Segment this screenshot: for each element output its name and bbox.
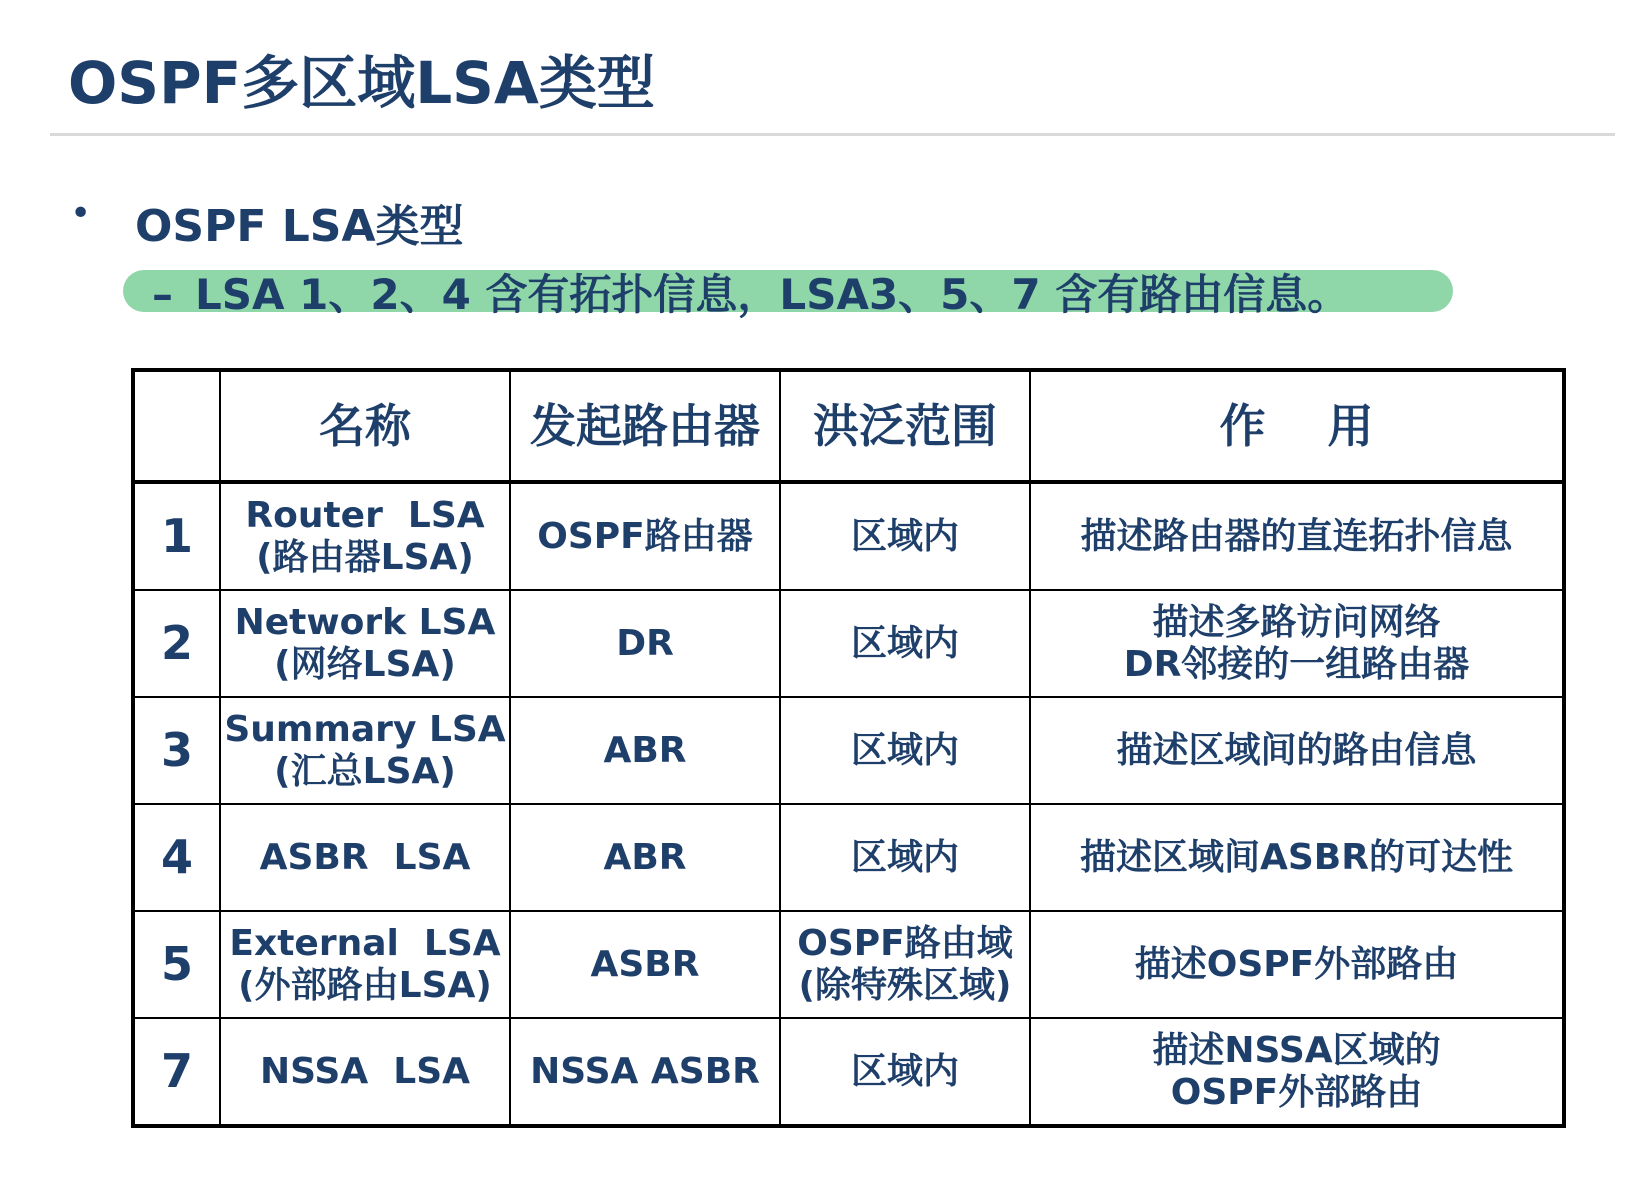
lsa-table — [131, 368, 1566, 1128]
cell-name-line: External LSA — [229, 923, 501, 965]
cell-name-line: Network LSA — [234, 602, 496, 644]
cell-name-line: (汇总LSA) — [274, 750, 456, 792]
cell-name-line: NSSA LSA — [259, 1050, 471, 1092]
cell-name-line: ASBR LSA — [259, 836, 471, 878]
cell-function — [1030, 911, 1564, 1018]
header-scope: 洪泛范围 — [780, 370, 1030, 482]
cell-scope-line: 区域内 — [850, 1050, 959, 1092]
header-function: 作 用 — [1030, 370, 1564, 482]
header-name: 名称 — [220, 370, 510, 482]
cell-function-line: DR邻接的一组路由器 — [1123, 643, 1470, 685]
cell-function-line: 描述区域间的路由信息 — [1116, 729, 1477, 771]
cell-scope-line: 区域内 — [850, 836, 959, 878]
cell-originator — [510, 482, 780, 590]
cell-originator — [510, 911, 780, 1018]
cell-name-line: Summary LSA — [224, 709, 506, 751]
cell-originator — [510, 590, 780, 697]
cell-originator-line: NSSA ASBR — [530, 1050, 760, 1092]
cell-number: 2 — [133, 590, 220, 697]
cell-name — [220, 482, 510, 590]
cell-name — [220, 590, 510, 697]
cell-scope — [780, 697, 1030, 804]
table-header-row — [133, 370, 1564, 482]
cell-scope — [780, 482, 1030, 590]
cell-function-line: 描述区域间ASBR的可达性 — [1080, 836, 1513, 878]
cell-name-line: (路由器LSA) — [256, 536, 474, 578]
cell-scope — [780, 590, 1030, 697]
cell-name — [220, 697, 510, 804]
cell-name — [220, 1018, 510, 1126]
cell-scope — [780, 911, 1030, 1018]
cell-number: 4 — [133, 804, 220, 911]
title-divider — [50, 133, 1615, 136]
cell-originator-line: ABR — [603, 836, 687, 878]
cell-function — [1030, 590, 1564, 697]
sub-bullet-text: LSA 1、2、4 含有拓扑信息，LSA3、5、7 含有路由信息。 — [195, 270, 1350, 319]
cell-function-line: 描述NSSA区域的 — [1152, 1030, 1441, 1072]
cell-originator-line: ABR — [603, 729, 687, 771]
cell-function — [1030, 697, 1564, 804]
cell-scope-line: 区域内 — [850, 729, 959, 771]
cell-name — [220, 804, 510, 911]
table-row — [133, 482, 1564, 590]
cell-scope-line: (除特殊区域) — [798, 964, 1012, 1006]
cell-name-line: (网络LSA) — [274, 643, 456, 685]
cell-scope — [780, 804, 1030, 911]
header-number — [133, 370, 220, 482]
cell-function — [1030, 804, 1564, 911]
cell-number: 3 — [133, 697, 220, 804]
table-row — [133, 1018, 1564, 1126]
header-originator: 发起路由器 — [510, 370, 780, 482]
table-row — [133, 911, 1564, 1018]
cell-scope-line: 区域内 — [850, 515, 959, 557]
cell-function-line: 描述路由器的直连拓扑信息 — [1080, 515, 1513, 557]
cell-originator-line: DR — [616, 622, 674, 664]
cell-originator-line: ASBR — [590, 943, 700, 985]
cell-originator-line: OSPF路由器 — [537, 515, 753, 557]
bullet-dot-icon: • — [70, 193, 92, 234]
cell-name-line: Router LSA — [245, 495, 485, 537]
cell-number: 1 — [133, 482, 220, 590]
sub-bullet — [152, 262, 1349, 322]
cell-originator — [510, 804, 780, 911]
cell-function — [1030, 482, 1564, 590]
cell-function — [1030, 1018, 1564, 1126]
bullet-heading: OSPF LSA类型 — [135, 201, 464, 252]
cell-scope-line: OSPF路由域 — [797, 923, 1013, 965]
cell-scope — [780, 1018, 1030, 1126]
cell-number: 5 — [133, 911, 220, 1018]
cell-name — [220, 911, 510, 1018]
cell-function-line: OSPF外部路由 — [1170, 1071, 1423, 1113]
cell-scope-line: 区域内 — [850, 622, 959, 664]
cell-originator — [510, 697, 780, 804]
table-row — [133, 697, 1564, 804]
cell-number: 7 — [133, 1018, 220, 1126]
sub-bullet-dash: – — [152, 270, 173, 319]
cell-name-line: (外部路由LSA) — [238, 964, 492, 1006]
page-title: OSPF多区域LSA类型 — [68, 49, 655, 117]
cell-function-line: 描述OSPF外部路由 — [1134, 943, 1459, 985]
cell-function-line: 描述多路访问网络 — [1152, 602, 1441, 644]
cell-originator — [510, 1018, 780, 1126]
table-row — [133, 590, 1564, 697]
table-row — [133, 804, 1564, 911]
